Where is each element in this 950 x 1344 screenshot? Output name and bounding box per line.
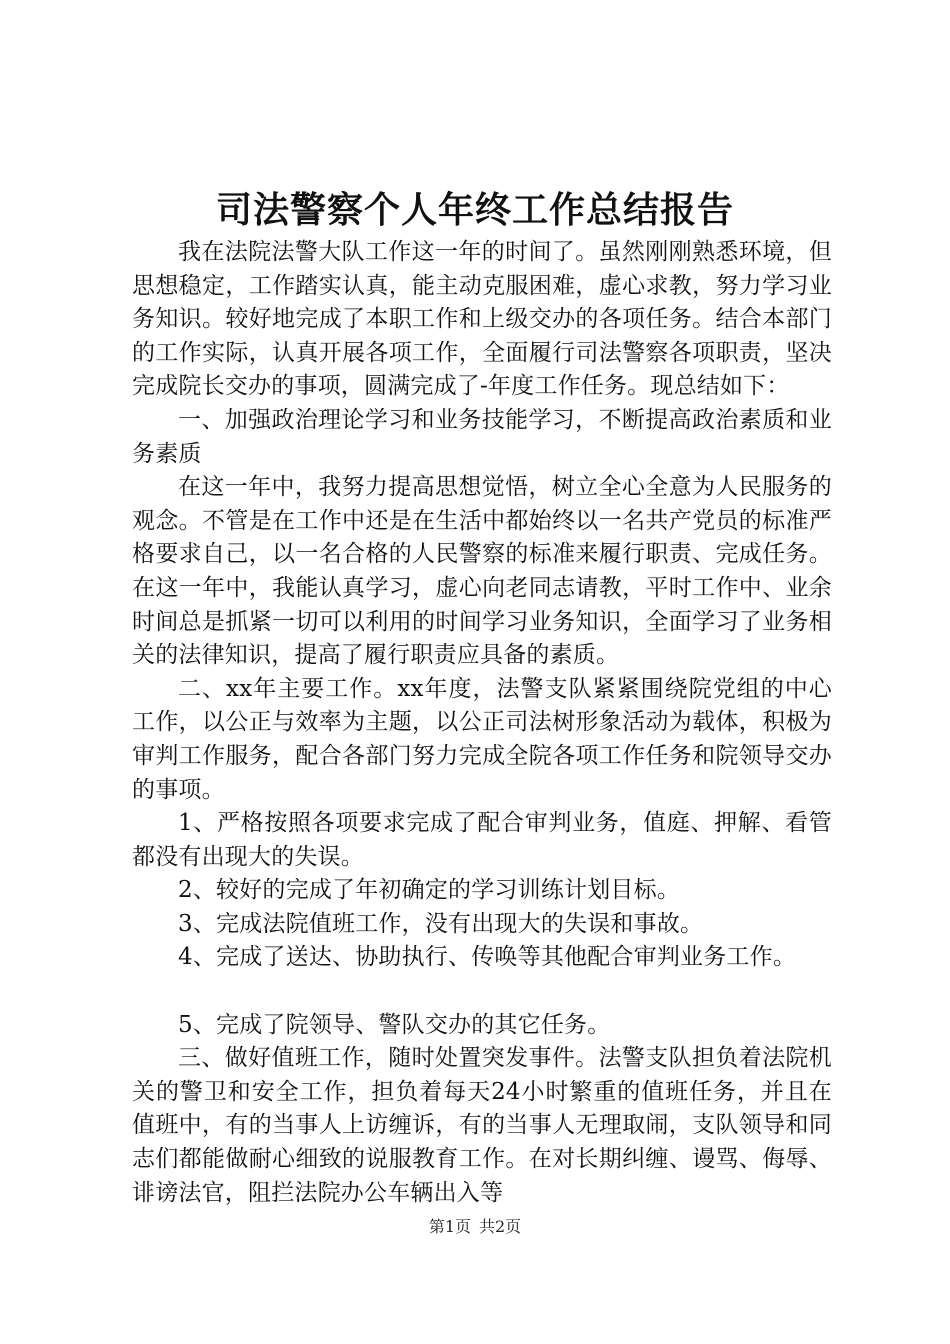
page-number: 第1页 bbox=[428, 1217, 471, 1236]
list-item-1: 1、严格按照各项要求完成了配合审判业务，值庭、押解、看管都没有出现大的失误。 bbox=[132, 810, 832, 870]
paragraph-heading-3: 三、做好值班工作，随时处置突发事件。法警支队担负着法院机关的警卫和安全工作，担负着每天24小时繁重的值班任务，并且在值班中，有的当事人上访缠诉，有的当事人无理取闹，支队领导和同志们都能做耐心细致的说服教育工作。在对长期纠缠、谩骂、侮辱、诽谤法官，阻拦法院办公车辆出入等 bbox=[132, 1045, 832, 1206]
document-body bbox=[132, 236, 832, 1210]
paragraph-section-1: 在这一年中，我努力提高思想觉悟，树立全心全意为人民服务的观念。不管是在工作中还是在生活中都始终以一名共产党员的标准严格要求自己，以一名合格的人民警察的标准来履行职责、完成任务。在这一年中，我能认真学习，虚心向老同志请教，平时工作中、业余时间总是抓紧一切可以利用的时间学习业务知识，全面学习了业务相关的法律知识，提高了履行职责应具备的素质。 bbox=[132, 474, 832, 669]
paragraph-intro: 我在法院法警大队工作这一年的时间了。虽然刚刚熟悉环境，但思想稳定，工作踏实认真，能主动克服困难，虚心求教，努力学习业务知识。较好地完成了本职工作和上级交办的各项任务。结合本部门的工作实际，认真开展各项工作，全面履行司法警察各项职责，坚决完成院长交办的事项，圆满完成了-年度工作任务。现总结如下： bbox=[132, 239, 832, 400]
list-item-2: 2、较好的完成了年初确定的学习训练计划目标。 bbox=[178, 877, 681, 904]
list-item-4: 4、完成了送达、协助执行、传唤等其他配合审判业务工作。 bbox=[178, 944, 797, 971]
page-footer bbox=[0, 1216, 950, 1238]
page-total: 共2页 bbox=[479, 1217, 522, 1236]
list-item-3: 3、完成法院值班工作，没有出现大的失误和事故。 bbox=[178, 910, 704, 937]
paragraph-heading-1: 一、加强政治理论学习和业务技能学习，不断提高政治素质和业务素质 bbox=[132, 406, 832, 467]
paragraph-heading-2: 二、xx年主要工作。xx年度，法警支队紧紧围绕院党组的中心工作，以公正与效率为主题，以公正司法树形象活动为载体，积极为审判工作服务，配合各部门努力完成全院各项工作任务和院领导交办的事项。 bbox=[132, 675, 832, 803]
list-item-5: 5、完成了院领导、警队交办的其它任务。 bbox=[178, 1011, 611, 1038]
document-title: 司法警察个人年终工作总结报告 bbox=[215, 189, 734, 231]
